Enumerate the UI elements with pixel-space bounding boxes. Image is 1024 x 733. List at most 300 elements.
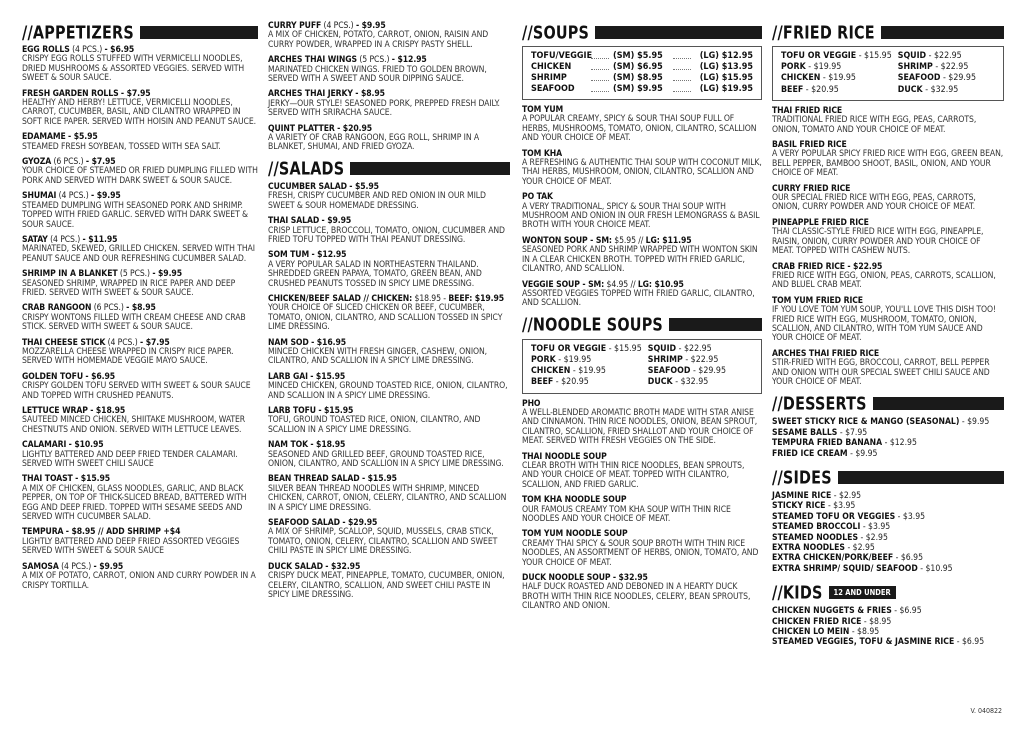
menu-item [22,133,258,152]
dot-leader [673,84,691,92]
sides-header [772,467,1004,487]
fried-rice-title: //FRIED RICE [772,21,875,43]
item-name: THAI SALAD [268,216,320,227]
menu-item [522,496,762,524]
item-name: STICKY RICE [772,501,826,512]
menu-line [772,553,1004,563]
item-name: EXTRA CHICKEN/PORK/BEEF [772,553,894,564]
protein-price: - $19.95 [822,73,856,84]
protein-price: - $29.95 [942,73,976,84]
small-price: (SM) $8.95 [613,73,663,83]
item-price: - $12.95 [391,55,427,66]
item-price: BEEF: $19.95 [448,293,505,304]
item-name: THAI FRIED RICE [772,105,843,116]
item-name: EGG ROLLS [22,45,70,55]
item-price: - $7.95 [140,337,170,348]
appetizers-header [22,22,258,42]
item-description: MINCED CHICKEN WITH FRESH GINGER, CASHEW, ONION, CILANTRO, AND SCALLION IN A SPICY LIME DRESSING. [268,346,488,367]
item-price: - $9.95 [93,561,124,572]
desserts-list [772,417,1004,459]
item-price: - $18.95 [90,406,126,416]
item-description: JERKY—OUR STYLE! SEASONED PORK, PREPPED FRESH DAILY. SERVED WITH SRIRACHA SAUCE. [268,98,500,119]
item-name: JASMINE RICE [772,491,832,501]
item-count: (6 PCS.) [93,303,124,314]
item-price: - $9.95 [961,417,990,428]
menu-item [22,192,258,230]
item-name: GOLDEN TOFU [22,371,84,382]
soup-price-row [531,51,753,62]
protein-price: - $19.95 [808,62,842,73]
item-description: THAI CLASSIC-STYLE FRIED RICE WITH EGG, PINEAPPLE, RAISIN, ONION, CURRY POWDER AND YOUR CHOICE OF MEAT. TOPPED WITH CASHEW NUTS. [772,227,984,257]
item-price: - $10.95 [68,440,104,451]
price-grid-cell [898,51,995,62]
menu-item [268,183,510,211]
noodle-soup-price-box [522,339,762,394]
protein-price: - $22.95 [935,62,969,73]
protein-price: - $19.95 [572,366,606,377]
item-count: $4.95 // [606,279,636,290]
small-price: (SM) $9.95 [613,84,663,94]
item-price: - $11.95 [82,234,118,245]
menu-item [22,563,258,591]
item-price: - $15.95 [361,474,397,485]
menu-item [22,339,258,367]
menu-item [22,373,258,401]
soup-price-row [531,73,753,84]
price-grid-cell [531,377,642,388]
menu-item [522,193,762,231]
protein-price: - $19.95 [558,354,592,365]
item-price: - $6.95 [85,371,116,382]
item-description: LIGHTLY BATTERED AND DEEP FRIED TENDER CALAMARI. SERVED WITH SWEET CHILI SAUCE [22,449,238,470]
item-description: CRISPY WONTONS FILLED WITH CREAM CHEESE AND CRAB STICK. SERVED WITH SWEET & SOUR SAUCE. [22,312,246,333]
item-price: - $6.95 [104,45,135,55]
menu-item [772,219,1004,257]
item-count: (4 PCS.) [50,234,81,245]
price-grid-cell [531,344,642,355]
item-price: - $6.95 [894,606,922,617]
soup-price-box [522,46,762,100]
fried-rice-list [772,107,1004,388]
menu-line [772,564,1004,574]
menu-item [22,441,258,469]
dot-leader [591,62,609,70]
protein-name: SEAFOOD [897,73,941,84]
item-description: FRIED RICE WITH EGG, ONION, PEAS, CARROTS, SCALLION, AND BLUEL CRAB MEAT. [772,270,996,291]
menu-item [772,107,1004,135]
item-name: THAI CHEESE STICK [22,337,106,348]
item-price: LG: $10.95 [637,279,684,290]
menu-item [522,106,762,144]
protein-price: - $15.95 [858,51,892,61]
soups-list [522,106,762,309]
item-price: - $10.95 [920,563,953,574]
protein-price: - $22.95 [685,354,719,365]
menu-line [772,438,1004,448]
small-price: (SM) $5.95 [613,51,663,61]
sides-title: //SIDES [772,466,832,488]
menu-line [772,533,1004,543]
item-price: - $16.95 [311,337,346,348]
item-description: LIGHTLY BATTERED AND DEEP FRIED ASSORTED VEGGIES SERVED WITH SWEET & SOUR SAUCE [22,536,240,557]
item-price: - $7.95 [120,88,151,99]
item-price: - $7.95 [85,157,116,168]
item-price: - $5.95 [68,132,98,143]
fried-rice-header [772,22,1004,42]
item-price: - $32.95 [325,561,361,572]
item-price: - $9.95 [91,191,121,202]
menu-item [22,304,258,332]
desserts-title: //DESSERTS [772,392,867,414]
soups-title: //SOUPS [522,21,590,43]
item-name: CHICKEN LO MEIN [772,627,850,638]
menu-item [22,158,258,186]
protein-name: SEAFOOD [647,366,691,377]
item-price: - $15.95 [318,406,354,416]
protein-price: - $15.95 [608,343,642,354]
item-name: THAI NOODLE SOUP [522,451,607,462]
menu-line [772,491,1004,501]
soup-name: CHICKEN [531,62,572,72]
menu-item [268,251,510,289]
protein-name: CHICKEN [781,73,821,84]
price-grid-cell [781,85,892,96]
item-price: - $3.95 [897,511,926,522]
item-description: YOUR CHOICE OF SLICED CHICKEN OR BEEF, CUCUMBER, TOMATO, ONION, CILANTRO, AND SCALLION TOSSED IN SPICY LIME DRESSING. [268,303,503,333]
item-name: SOM TUM [268,250,310,261]
menu-item [268,56,510,84]
item-description: CRISPY DUCK MEAT, PINEAPPLE, TOMATO, CUCUMBER, ONION, CELERY, CILANTRO, SCALLION, AND SWEET CHILI PASTE IN SPICY LIME DRESSING. [268,571,505,600]
protein-name: BEEF [781,84,804,95]
large-price: (LG) $12.95 [699,51,753,61]
item-name: QUINT PLATTER [268,123,335,134]
protein-name: TOFU OR VEGGIE [781,51,857,61]
item-name: CURRY PUFF [268,21,322,31]
item-price: - $8.95 [355,89,385,100]
item-count: (5 PCS.) [359,55,390,66]
menu-item [268,295,510,333]
item-name: CRAB FRIED RICE [772,261,845,272]
item-name: PO TAK [522,192,553,203]
item-name: SAMOSA [22,561,59,572]
large-price: (LG) $13.95 [699,62,753,72]
item-name: FRESH GARDEN ROLLS [22,88,119,99]
menu-line [772,522,1004,532]
price-grid-cell [898,85,995,96]
item-price: - $8.95 [863,616,892,627]
item-description: SILVER BEAN THREAD NOODLES WITH SHRIMP, MINCED CHICKEN, CARROT, ONION, CELERY, CILANTRO, AND SCALLION IN A SPICY LIME DRESSING. [268,483,507,513]
item-count: (6 PCS.) [53,157,84,168]
item-name: TOM YUM [522,105,564,115]
item-description: STEAMED DUMPLING WITH SEASONED PORK AND SHRIMP. TOPPED WITH FRIED GARLIC. SERVED WITH DARK SWEET & SOUR SAUCE. [22,200,248,230]
price-grid-cell [781,62,892,73]
protein-name: TOFU OR VEGGIE [531,343,607,354]
item-name: SWEET STICKY RICE & MANGO (SEASONAL) [772,417,960,428]
item-description: TOFU, GROUND TOASTED RICE, ONION, CILANTRO, AND SCALLION IN A SPICY LIME DRESSING. [268,415,481,435]
menu-item [268,125,510,153]
header-bar [140,26,258,39]
menu-item [522,237,762,275]
item-price: - $12.95 [311,250,347,261]
item-description: CRISPY EGG ROLLS STUFFED WITH VERMICELLI NOODLES, DRIED MUSHROOMS & ASSORTED VEGGIES. SERVED WITH SWEET & SOUR SAUCE. [22,54,245,84]
item-description: OUR FAMOUS CREAMY TOM KHA SOUP WITH THIN RICE NOODLES AND YOUR CHOICE OF MEAT. [522,504,731,524]
item-description: A MIX OF SHRIMP, SCALLOP, SQUID, MUSSELS, CRAB STICK, TOMATO, ONION, CELERY, CILANTRO, SCALLION AND SWEET CHILI PASTE IN SPICY LIME DRESSING. [268,527,498,557]
menu-item [522,530,762,568]
menu-line [772,617,1004,627]
item-description: CRISPY GOLDEN TOFU SERVED WITH SWEET & SOUR SAUCE AND TOPPED WITH CRUSHED PEANUTS. [22,381,251,401]
dot-leader [591,51,609,59]
price-grid-cell [898,73,995,84]
menu-item [522,150,762,188]
column-4 [772,22,1004,648]
column-2 [268,22,510,606]
item-name: PINEAPPLE FRIED RICE [772,217,869,228]
item-name: EDAMAME [22,132,66,143]
protein-name: SQUID [897,51,927,61]
menu-item [22,475,258,522]
protein-name: SQUID [647,343,677,354]
menu-item [268,407,510,435]
item-name: CUCUMBER SALAD [268,181,347,192]
item-name: WONTON SOUP - SM: [522,235,612,246]
item-price: - $6.95 [895,553,923,564]
item-price: - $9.95 [850,448,878,459]
item-count: (4 PCS.) [58,191,89,202]
price-grid-cell [648,344,753,355]
dot-leader [673,73,691,81]
item-description: HALF DUCK ROASTED AND DEBONED IN A HEARTY DUCK BROTH WITH THIN RICE NOODLES, CELERY, BEAN SPROUTS, CILANTRO AND ONION. [522,582,751,612]
menu-item [522,400,762,447]
item-name: PHO [522,398,541,409]
item-count: (4 PCS.) [72,45,103,55]
item-name: CALAMARI [22,440,67,451]
item-price: - $8.95 [851,627,880,638]
menu-item [522,574,762,612]
menu-line [772,637,1004,647]
protein-name: SHRIMP [897,62,933,73]
item-name: STEAMED VEGGIES, TOFU & JASMINE RICE [772,637,955,648]
menu-item [22,407,258,435]
kids-title: //KIDS [772,581,823,603]
menu-item [268,441,510,469]
item-description: SEASONED PORK AND SHRIMP WRAPPED WITH WONTON SKIN IN A CLEAR CHICKEN BROTH. TOPPED WITH FRIED GARLIC, CILANTRO, AND SCALLION. [522,245,758,275]
item-name: NAM SOD [268,337,309,348]
item-name: FRIED ICE CREAM [772,448,848,459]
item-description: MARINATED CHICKEN WINGS. FRIED TO GOLDEN BROWN, SERVED WITH A SWEET AND SOUR DIPPING SAUCE. [268,64,487,85]
desserts-header [772,393,1004,413]
item-description: IF YOU LOVE TOM YUM SOUP, YOU'LL LOVE THIS DISH TOO! FRIED RICE WITH EGG, MUSHROOM, TOMATO, ONION, SCALLION, AND CILANTRO, WITH TOM YUM SAUCE AND YOUR CHOICE OF MEAT. [772,305,996,344]
item-description: CLEAR BROTH WITH THIN RICE NOODLES, BEAN SPROUTS, AND YOUR CHOICE OF MEAT. TOPPED WITH CILANTRO, SCALLION, AND FRIED GARLIC. [522,460,745,490]
column-3 [522,22,762,618]
menu-item [268,22,510,50]
item-description: A MIX OF CHICKEN, POTATO, CARROT, ONION, RAISIN AND CURRY POWDER, WRAPPED IN A CRISPY PASTY SHELL. [268,30,489,50]
item-name: BASIL FRIED RICE [772,140,847,151]
item-description: MARINATED, SKEWED, GRILLED CHICKEN. SERVED WITH THAI PEANUT SAUCE AND OUR REFRESHING CUCUMBER SALAD. [22,244,255,264]
dot-leader [673,62,691,70]
item-description: YOUR CHOICE OF STEAMED OR FRIED DUMPLING FILLED WITH PORK AND SERVED WITH DARK SWEET & SOUR SAUCE. [22,166,258,186]
item-description: ASSORTED VEGGIES TOPPED WITH FRIED GARLIC, CILANTRO, AND SCALLION. [522,288,755,309]
protein-name: DUCK [647,377,673,388]
item-name: CHICKEN NUGGETS & FRIES [772,606,892,617]
soups-header [522,22,762,42]
item-description: A REFRESHING & AUTHENTIC THAI SOUP WITH COCONUT MILK, THAI HERBS, MUSHROOM, ONION, CILANTRO, SCALLION AND YOUR CHOICE OF MEAT. [522,158,762,187]
menu-item [268,90,510,118]
menu-item [268,339,510,367]
item-description: OUR SPECIAL FRIED RICE WITH EGG, PEAS, CARROTS, ONION, CURRY POWDER AND YOUR CHOICE OF MEAT. [772,193,976,213]
item-count: (4 PCS.) [61,561,92,572]
menu-item [22,46,258,84]
item-name: STEAMED NOODLES [772,532,859,543]
item-name: GYOZA [22,157,52,168]
item-description: A VERY POPULAR SALAD IN NORTHEASTERN THAILAND. SHREDDED GREEN PAPAYA, TOMATO, GREEN BEAN, AND CRUSHED PEANUTS TOSSED IN SPICY LIME DRESSING. [268,259,482,289]
item-count: (4 PCS.) [323,21,354,31]
item-price: - $6.95 [956,637,985,648]
kids-header [772,582,1004,602]
salads-title: //SALADS [268,158,345,180]
item-name: CURRY FRIED RICE [772,183,851,194]
item-name: DUCK SALAD [268,561,323,572]
protein-price: - $20.95 [805,84,839,95]
item-name: BEAN THREAD SALAD [268,474,360,485]
age-badge: 12 AND UNDER [829,586,896,599]
item-description: CRISP LETTUCE, BROCCOLI, TOMATO, ONION, CUCUMBER AND FRIED TOFU TOPPED WITH THAI PEANUT DRESSING. [268,225,505,245]
appetizers-title: //APPETIZERS [22,21,134,43]
item-description: A VARIETY OF CRAB RANGOON, EGG ROLL, SHRIMP IN A BLANKET, SHUMAI, AND FRIED GYOZA. [268,133,480,153]
item-count: (4 PCS.) [107,337,138,348]
menu-item [772,297,1004,344]
protein-price: - $32.95 [925,84,959,95]
item-price: - $5.95 [349,181,379,192]
item-count: $5.95 // [614,235,644,246]
item-description: A VERY TRADITIONAL, SPICY & SOUR THAI SOUP WITH MUSHROOM AND ONION IN OUR FRESH LEMONGRASS & BASIL BROTH WITH YOUR CHOICE MEAT. [522,201,760,231]
item-description: A WELL-BLENDED AROMATIC BROTH MADE WITH STAR ANISE AND CINNAMON. THIN RICE NOODLES, ONION, BEAN SPROUT, CILANTRO, SCALLION, FRIED SHALLOT AND YOUR CHOICE OF MEAT. SERVED WITH FRESH VEGGIES ON THE SIDE. [522,407,758,447]
price-grid-cell [648,377,753,388]
protein-name: PORK [781,62,806,73]
item-name: NAM TOK [268,440,308,451]
item-price: - $9.95 [321,216,352,227]
menu-line [772,606,1004,616]
item-name: LARB GAI [268,371,308,382]
item-name: EXTRA SHRIMP/ SQUID/ SEAFOOD [772,563,918,574]
item-name: THAI TOAST [22,474,73,485]
menu-item [22,270,258,298]
noodle-soups-list [522,400,762,612]
protein-name: CHICKEN [531,366,571,377]
item-price: - $12.95 [884,438,917,449]
price-grid-cell [898,62,995,73]
appetizers-list [22,46,258,591]
item-count: $18.95 - [414,293,446,304]
noodle-soups-header [522,315,762,335]
item-name: LARB TOFU [268,406,316,416]
dot-leader [673,51,691,59]
item-price: - $3.95 [827,501,856,512]
item-description: CREAMY THAI SPICY & SOUR SOUP BROTH WITH THIN RICE NOODLES, AN ASSORTMENT OF HERBS, ONION, TOMATO, AND YOUR CHOICE OF MEAT. [522,538,759,568]
kids-list [772,606,1004,648]
item-name: STEAMED BROCCOLI [772,522,861,533]
item-description: HEALTHY AND HERBY! LETTUCE, VERMICELLI NOODLES, CARROT, CUCUMBER, BASIL, AND CILANTRO WRAPPED IN SOFT RICE PAPER. SERVED WITH HOISIN AND PEANUT SAUCE. [22,98,256,127]
sides-list [772,491,1004,574]
small-price: (SM) $6.95 [613,62,663,72]
item-description: MOZZARELLA CHEESE WRAPPED IN CRISPY RICE PAPER. SERVED WITH HOMEMADE VEGGIE MAYO SAUCE. [22,346,234,367]
item-price: - $2.95 [847,543,875,554]
protein-price: - $20.95 [555,377,589,388]
item-description: SEASONED SHRIMP, WRAPPED IN RICE PAPER AND DEEP FRIED. SERVED WITH SWEET & SOUR SAUCE. [22,278,236,298]
item-name: TOM KHA NOODLE SOUP [522,495,627,506]
item-description: A VERY POPULAR SPICY FRIED RICE WITH EGG, GREEN BEAN, BELL PEPPER, BAMBOO SHOOT, BASIL, ONION, AND YOUR CHOICE OF MEAT. [772,149,1004,179]
item-price: - $7.95 [839,427,868,438]
soup-name: TOFU/VEGGIE [531,51,593,61]
item-description: TRADITIONAL FRIED RICE WITH EGG, PEAS, CARROTS, ONION, TOMATO AND YOUR CHOICE OF MEAT. [772,115,977,135]
item-price: - $3.95 [862,522,891,533]
item-name: VEGGIE SOUP - SM: [522,279,605,290]
item-name: TEMPURA FRIED BANANA [772,438,883,449]
header-bar [669,318,762,331]
menu-item [268,563,510,601]
item-description: FRESH, CRISPY CUCUMBER AND RED ONION IN OUR MILD SWEET & SOUR HOMEMADE DRESSING. [268,191,486,211]
dot-leader [591,73,609,81]
appetizers-list-continued [268,22,510,153]
item-name: TOM YUM NOODLE SOUP [522,529,628,540]
item-price: - $8.95 [126,303,156,314]
menu-line [772,449,1004,459]
item-name: SESAME BALLS [772,427,838,438]
item-price: - $8.95 // ADD SHRIMP +$4 [65,527,181,538]
item-price: - $2.95 [860,532,888,543]
protein-price: - $32.95 [675,377,709,388]
menu-item [268,373,510,401]
item-name: CHICKEN FRIED RICE [772,616,862,627]
item-name: CRAB RANGOON [22,303,92,314]
protein-price: - $22.95 [928,51,962,61]
dot-leader [591,84,609,92]
item-name: TEMPURA [22,527,64,538]
fried-rice-price-box [772,46,1004,101]
price-grid-cell [648,366,753,377]
item-price: - $9.95 [355,21,386,31]
price-grid-cell [531,355,642,366]
protein-name: SHRIMP [647,354,683,365]
item-price: - $18.95 [310,440,346,451]
item-price: - $15.95 [310,371,346,382]
soup-name: SEAFOOD [531,84,575,94]
menu-item [772,350,1004,388]
menu-line [772,512,1004,522]
header-bar [350,162,510,175]
salads-header [268,159,510,179]
protein-name: DUCK [897,84,923,95]
protein-name: BEEF [531,377,554,388]
item-description: A MIX OF CHICKEN, GLASS NOODLES, GARLIC, AND BLACK PEPPER, ON TOP OF THICK-SLICED BREAD, BATTERED WITH EGG AND DEEP FRIED. TOPPED WITH SESAME SEEDS AND SERVED WITH CUCUMBER SALAD. [22,483,247,523]
menu-item [772,141,1004,179]
menu-item [22,90,258,128]
menu-line [772,417,1004,427]
large-price: (LG) $19.95 [699,84,753,94]
item-name: SEAFOOD SALAD [268,518,340,529]
menu-line [772,501,1004,511]
protein-price: - $22.95 [678,343,712,354]
menu-line [772,627,1004,637]
price-grid-cell [781,51,892,62]
item-description: SEASONED AND GRILLED BEEF, GROUND TOASTED RICE, ONION, CILANTRO, AND SCALLION IN A SPICY LIME DRESSING. [268,449,504,470]
price-grid-cell [781,73,892,84]
menu-item [522,281,762,309]
item-price: - $29.95 [342,518,378,529]
header-bar [881,26,1004,39]
menu-item [22,236,258,264]
item-name: STEAMED TOFU OR VEGGIES [772,511,896,522]
item-description: A POPULAR CREAMY, SPICY & SOUR THAI SOUP FULL OF HERBS, MUSHROOMS, TOMATO, ONION, CILANTRO, SCALLION AND YOUR CHOICE OF MEAT. [522,114,757,144]
